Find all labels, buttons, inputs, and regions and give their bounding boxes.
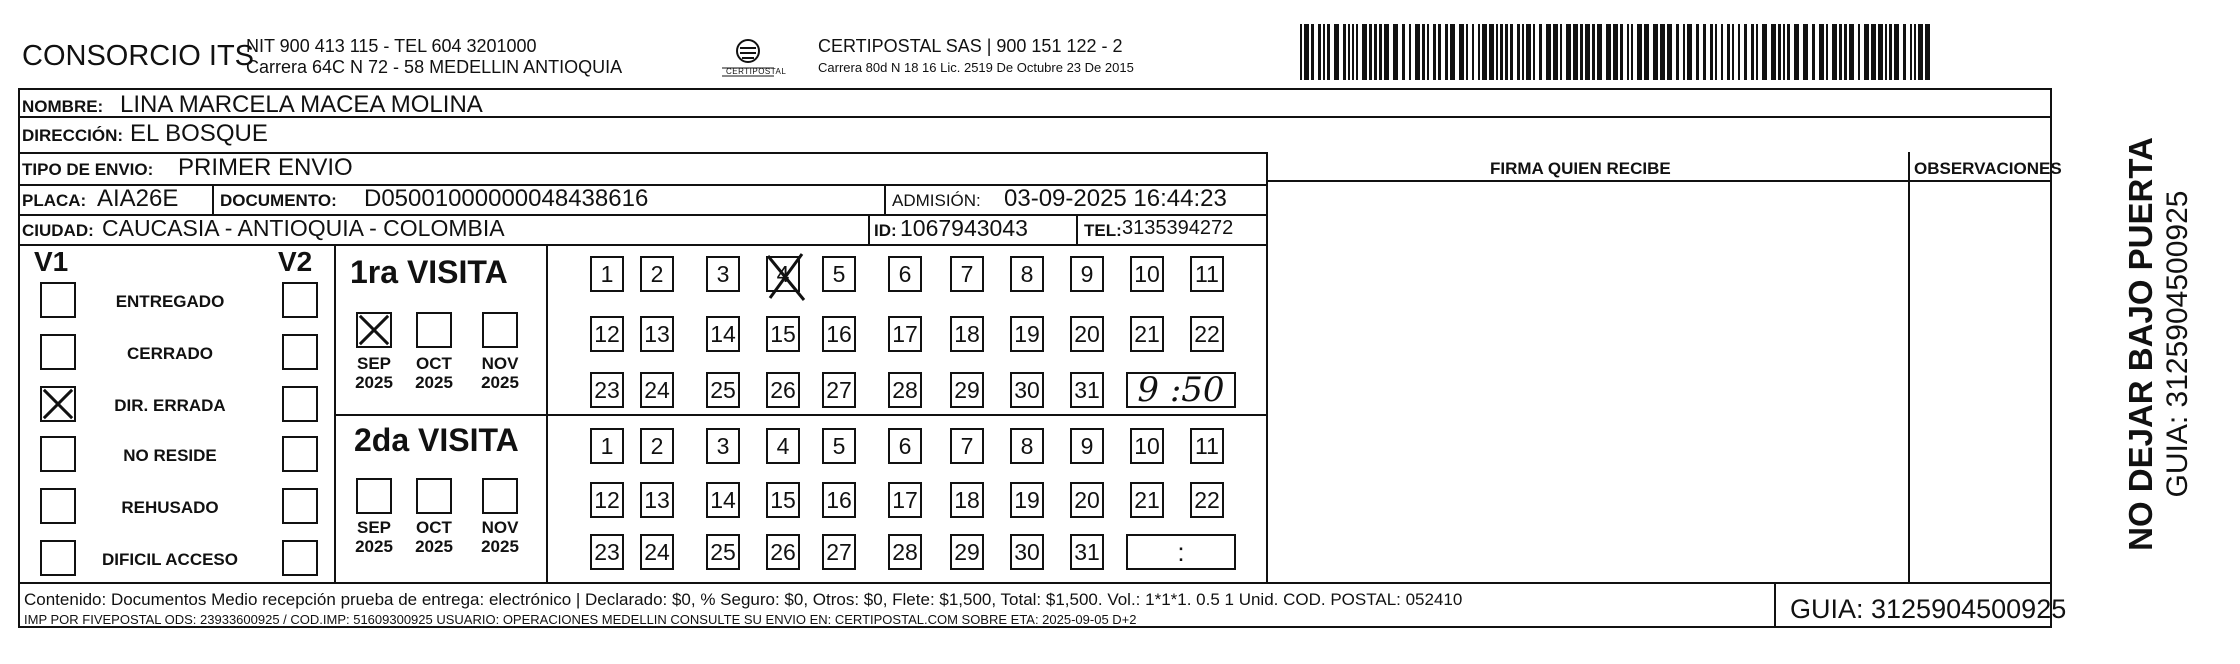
month-checkbox[interactable] [356,312,392,348]
company-name: CONSORCIO ITS [22,40,255,72]
day-box[interactable]: 24 [640,534,674,570]
status-label: DIR. ERRADA [114,396,226,415]
v2-checkbox[interactable] [282,386,318,422]
month-checkbox[interactable] [482,478,518,514]
day-box[interactable]: 23 [590,534,624,570]
time-field[interactable]: : [1126,534,1236,570]
day-box[interactable]: 2 [640,256,674,292]
status-label: CERRADO [127,344,213,363]
tel-label: TEL: [1084,221,1122,240]
day-box[interactable]: 15 [766,482,800,518]
v2-label: V2 [278,246,313,277]
documento-label: DOCUMENTO: [220,191,337,210]
admision-label: ADMISIÓN: [892,191,981,210]
day-box[interactable]: 12 [590,316,624,352]
day-box[interactable]: 27 [822,372,856,408]
day-box[interactable]: 2 [640,428,674,464]
day-box[interactable]: 10 [1130,428,1164,464]
day-box[interactable]: 4 [766,428,800,464]
day-box[interactable]: 6 [888,256,922,292]
day-box[interactable]: 19 [1010,482,1044,518]
month-checkbox[interactable] [416,478,452,514]
day-box[interactable]: 3 [706,428,740,464]
day-box[interactable]: 4 [766,256,800,292]
first-visit-title: 1ra VISITA [350,254,508,290]
id-value: 1067943043 [900,215,1028,241]
day-box[interactable]: 1 [590,428,624,464]
day-box[interactable]: 8 [1010,256,1044,292]
documento-value: D05001000000048438616 [364,185,649,212]
barcode [1300,24,1930,80]
day-box[interactable]: 24 [640,372,674,408]
time-field[interactable]: 9 :50 [1126,372,1236,408]
day-box[interactable]: 14 [706,316,740,352]
carrier-address: Carrera 80d N 18 16 Lic. 2519 De Octubre 23 De 2015 [818,60,1134,75]
day-box[interactable]: 27 [822,534,856,570]
v2-checkbox[interactable] [282,540,318,576]
day-box[interactable]: 17 [888,482,922,518]
day-box[interactable]: 5 [822,256,856,292]
day-box[interactable]: 28 [888,372,922,408]
nombre-value: LINA MARCELA MACEA MOLINA [120,91,483,118]
day-box[interactable]: 21 [1130,482,1164,518]
day-box[interactable]: 31 [1070,372,1104,408]
id-label: ID: [874,221,897,240]
day-box[interactable]: 8 [1010,428,1044,464]
month-label: OCT 2025 [415,354,453,392]
day-box[interactable]: 15 [766,316,800,352]
status-label: DIFICIL ACCESO [101,550,238,569]
day-box[interactable]: 22 [1190,482,1224,518]
day-box[interactable]: 9 [1070,428,1104,464]
day-box[interactable]: 13 [640,482,674,518]
v1-label: V1 [34,246,69,277]
month-label: OCT 2025 [415,518,453,556]
day-box[interactable]: 14 [706,482,740,518]
v2-checkbox[interactable] [282,334,318,370]
carrier-name: CERTIPOSTAL SAS | 900 151 122 - 2 [818,36,1123,56]
status-label: ENTREGADO [115,292,225,311]
day-box[interactable]: 6 [888,428,922,464]
firma-area[interactable] [1268,182,1908,582]
day-box[interactable]: 30 [1010,534,1044,570]
day-box[interactable]: 10 [1130,256,1164,292]
day-box[interactable]: 29 [950,534,984,570]
company-nit: NIT 900 413 115 - TEL 604 3201000 [246,36,537,56]
day-box[interactable]: 7 [950,256,984,292]
day-cross-mark [762,250,810,306]
day-box[interactable]: 20 [1070,316,1104,352]
day-box[interactable]: 22 [1190,316,1224,352]
day-box[interactable]: 26 [766,534,800,570]
side-warning: NO DEJAR BAJO PUERTA [2122,137,2159,551]
day-box[interactable]: 29 [950,372,984,408]
ciudad-label: CIUDAD: [22,221,94,240]
status-label: NO RESIDE [123,446,217,465]
v2-checkbox[interactable] [282,488,318,524]
admision-value: 03-09-2025 16:44:23 [1004,185,1227,212]
day-box[interactable]: 7 [950,428,984,464]
status-label: REHUSADO [121,498,219,517]
placa-value: AIA26E [97,185,179,212]
observaciones-area[interactable] [1910,182,2050,582]
v2-checkbox[interactable] [282,282,318,318]
day-box[interactable]: 25 [706,372,740,408]
day-box[interactable]: 16 [822,482,856,518]
company-address: Carrera 64C N 72 - 58 MEDELLIN ANTIOQUIA [246,57,623,77]
placa-label: PLACA: [22,191,87,210]
day-box[interactable]: 13 [640,316,674,352]
day-box[interactable]: 18 [950,316,984,352]
day-box[interactable]: 11 [1190,256,1224,292]
tipo-envio-label: TIPO DE ENVIO: [22,160,154,179]
day-box[interactable]: 26 [766,372,800,408]
day-box[interactable]: 3 [706,256,740,292]
day-box[interactable]: 9 [1070,256,1104,292]
day-box[interactable]: 31 [1070,534,1104,570]
day-box[interactable]: 25 [706,534,740,570]
day-box[interactable]: 11 [1190,428,1224,464]
day-box[interactable]: 1 [590,256,624,292]
day-box[interactable]: 30 [1010,372,1044,408]
day-box[interactable]: 12 [590,482,624,518]
month-label: SEP 2025 [355,354,393,392]
tipo-envio-value: PRIMER ENVIO [178,154,353,181]
day-box[interactable]: 18 [950,482,984,518]
nombre-label: NOMBRE: [22,97,104,116]
month-checkbox[interactable] [416,312,452,348]
footer-contenido: Contenido: Documentos Medio recepción prueba de entrega: electrónico | Declarado: $0, % Seguro: $0, Otros: $0, Flete: $1,500, Total: $1,500. Vol.: 1*1*1. 0.5 1 Unid. COD. POSTAL: 052410 [24,590,1463,609]
day-box[interactable]: 17 [888,316,922,352]
month-checkbox[interactable] [482,312,518,348]
month-label: NOV 2025 [481,518,519,556]
day-box[interactable]: 23 [590,372,624,408]
footer-imp: IMP POR FIVEPOSTAL ODS: 23933600925 / COD.IMP: 51609300925 USUARIO: OPERACIONES MEDELLIN CONSULTE SU ENVIO EN: CERTIPOSTAL.COM SOBRE ETA: 2025-09-05 D+2 [24,612,1137,627]
v2-checkbox[interactable] [282,436,318,472]
tel-value: 3135394272 [1122,217,1234,239]
logo-caption: CERTIPOSTAL [726,67,787,76]
day-box[interactable]: 16 [822,316,856,352]
month-label: NOV 2025 [481,354,519,392]
month-label: SEP 2025 [355,518,393,556]
observaciones-header: OBSERVACIONES [1914,159,2062,178]
certipostal-logo-icon [708,36,788,82]
day-box[interactable]: 5 [822,428,856,464]
footer-guia: GUIA: 3125904500925 [1790,594,2067,624]
day-box[interactable]: 21 [1130,316,1164,352]
day-box[interactable]: 20 [1070,482,1104,518]
ciudad-value: CAUCASIA - ANTIOQUIA - COLOMBIA [102,215,505,241]
day-box[interactable]: 19 [1010,316,1044,352]
second-visit-title: 2da VISITA [354,422,519,458]
day-box[interactable]: 28 [888,534,922,570]
firma-header: FIRMA QUIEN RECIBE [1490,159,1671,178]
month-checkbox[interactable] [356,478,392,514]
direccion-value: EL BOSQUE [130,120,268,147]
direccion-label: DIRECCIÓN: [22,126,124,145]
side-guia: GUIA: 3125904500925 [2161,190,2194,498]
